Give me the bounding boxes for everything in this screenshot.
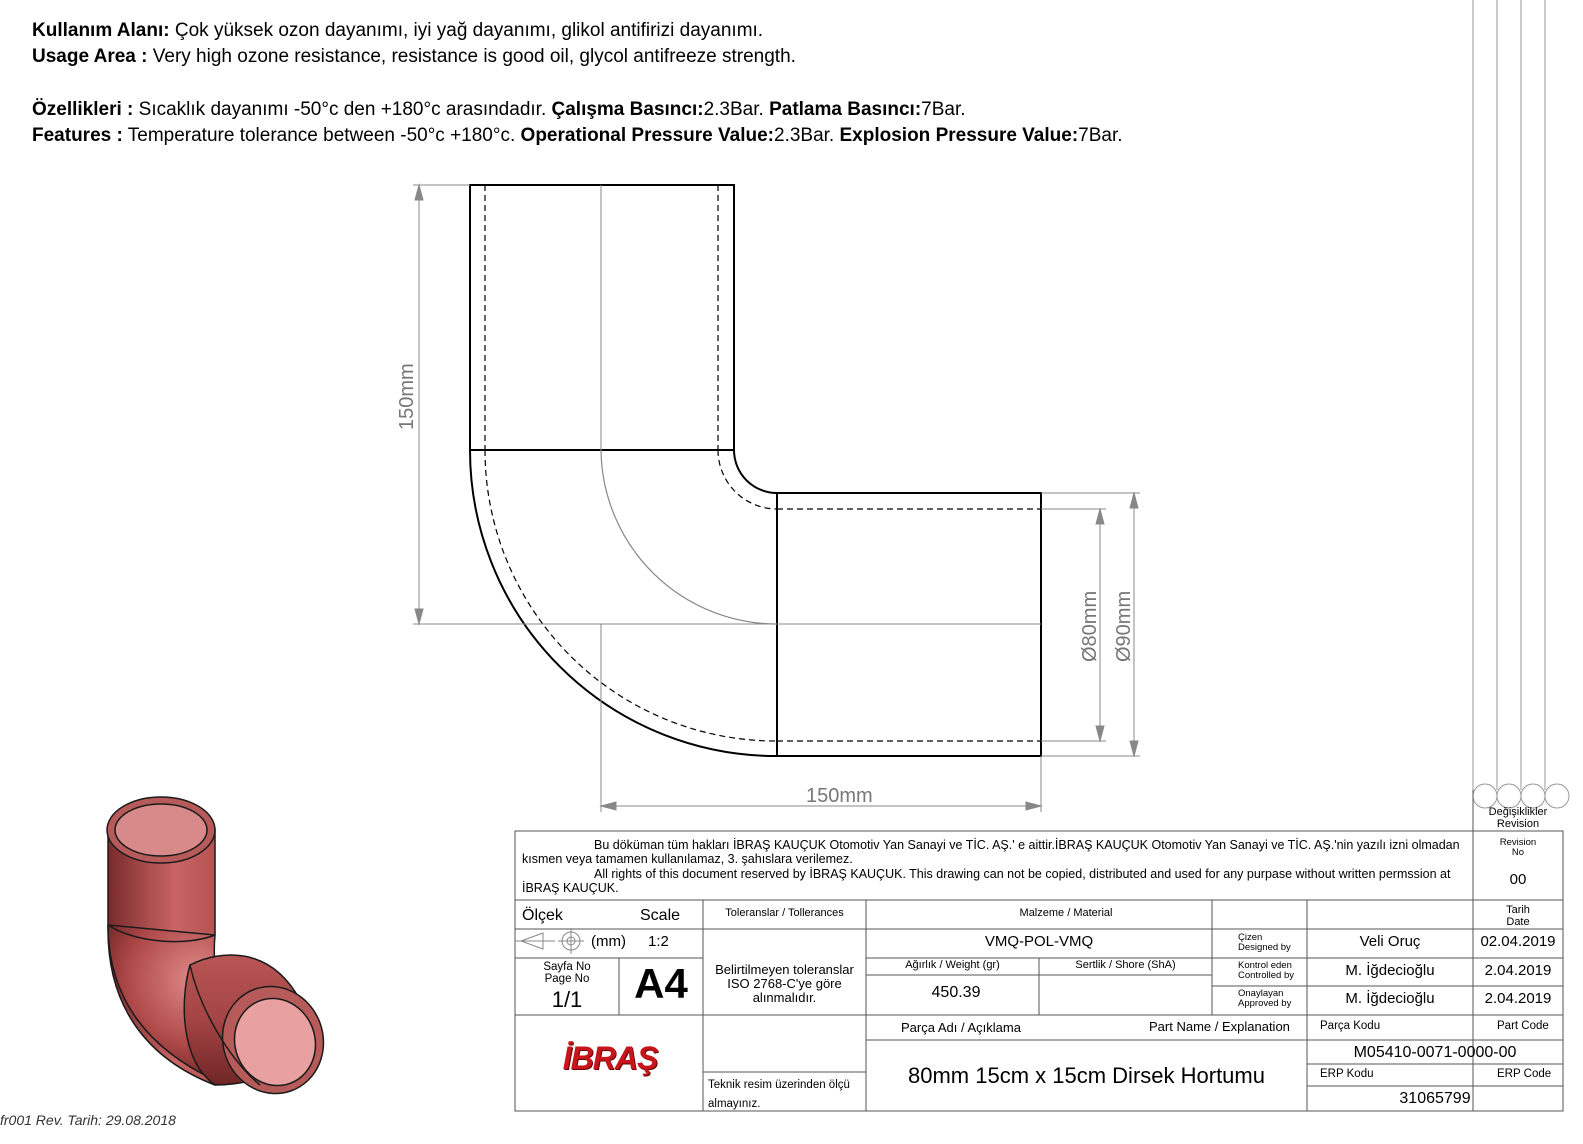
ibras-logo: İBRAŞ — [562, 1040, 658, 1076]
page-label: Sayfa No Page No — [543, 961, 591, 985]
revision-no-value: 00 — [1509, 871, 1527, 888]
usage-line-en: Usage Area : Very high ozone resistance, resistance is good oil, glycol antifreeze strength. — [32, 46, 796, 67]
paper-size: A4 — [634, 960, 688, 1007]
erp-label-tr: ERP Kodu — [1320, 1068, 1374, 1080]
scale-label-en: Scale — [640, 907, 681, 924]
part-code-value: M05410-0071-0000-00 — [1353, 1044, 1517, 1061]
part-code-label-tr: Parça Kodu — [1320, 1020, 1381, 1032]
dim-height-label: 150mm — [396, 363, 418, 430]
copyright-en: All rights of this document reserved by İBRAŞ KAUÇUK. This drawing can not be copied, distributed and used for any purpase without written permssion at İBRAŞ KAUÇUK. — [522, 867, 1451, 895]
erp-label-en: ERP Code — [1497, 1068, 1552, 1080]
elbow-drawing — [413, 185, 1041, 756]
features-line-tr: Özellikleri : Sıcaklık dayanımı -50°c den +180°c arasındadır. Çalışma Basıncı:2.3Bar. Patlama Basıncı:7Bar. — [32, 99, 966, 120]
designed-label: Çizen Designed by — [1238, 932, 1291, 953]
tolerances-label: Toleranslar / Tollerances — [725, 907, 844, 919]
usage-line-tr: Kullanım Alanı: Çok yüksek ozon dayanımı, iyi yağ dayanımı, glikol antifirizi dayanımı. — [32, 20, 764, 41]
form-revision: fr001 Rev. Tarih: 29.08.2018 — [0, 1112, 176, 1128]
material-value: VMQ-POL-VMQ — [984, 933, 1094, 950]
erp-value: 31065799 — [1399, 1090, 1471, 1107]
approved-name: M. İğdecioğlu — [1345, 990, 1435, 1007]
controlled-date: 2.04.2019 — [1484, 962, 1552, 979]
part-code-label-en: Part Code — [1497, 1020, 1549, 1032]
part-name-label-en: Part Name / Explanation — [1149, 1019, 1290, 1034]
projection-symbol-icon — [515, 928, 584, 954]
revision-header: Değişiklikler Revision — [1488, 806, 1548, 830]
features-line-en: Features : Temperature tolerance between -50°c +180°c. Operational Pressure Value:2.3Bar. Explosion Pressure Value:7Bar. — [32, 125, 1123, 146]
dim-inner-dia-label: Ø80mm — [1079, 590, 1101, 662]
controlled-label: Kontrol eden Controlled by — [1238, 960, 1294, 981]
elbow-3d-render — [107, 797, 338, 1108]
copyright-tr: Bu döküman tüm hakları İBRAŞ KAUÇUK Otomotiv Yan Sanayi ve TİC. AŞ.' e aittir.İBRAŞ KAUÇUK Otomotiv Yan Sanayi ve TİC. AŞ.'nin yazılı izni olmadan kısmen veya tamamen kullanılamaz, 3. şahıslara verilemez. — [522, 838, 1460, 866]
material-label: Malzeme / Material — [1019, 907, 1113, 919]
scale-label-tr: Ölçek — [522, 907, 563, 924]
designed-name: Veli Oruç — [1359, 933, 1421, 950]
part-name-value: 80mm 15cm x 15cm Dirsek Hortumu — [908, 1063, 1265, 1088]
part-name-label-tr: Parça Adı / Açıklama — [901, 1020, 1021, 1035]
controlled-name: M. İğdecioğlu — [1345, 962, 1435, 979]
unit-label: (mm) — [591, 933, 626, 950]
approved-label: Onaylayan Approved by — [1238, 988, 1292, 1009]
shore-label: Sertlik / Shore (ShA) — [1075, 959, 1176, 971]
scale-value: 1:2 — [648, 933, 669, 950]
weight-value: 450.39 — [931, 984, 981, 1001]
page-value: 1/1 — [551, 987, 583, 1012]
date-header: Tarih Date — [1506, 904, 1530, 928]
measure-note: Teknik resim üzerinden ölçü almayınız. — [708, 1079, 850, 1110]
designed-date: 02.04.2019 — [1480, 933, 1556, 950]
revision-no-header: Revision No — [1499, 837, 1537, 858]
dim-width-label: 150mm — [806, 785, 873, 807]
weight-label: Ağırlık / Weight (gr) — [905, 959, 1000, 971]
approved-date: 2.04.2019 — [1484, 990, 1552, 1007]
dim-outer-dia-label: Ø90mm — [1113, 590, 1135, 662]
tolerances-text: Belirtilmeyen toleranslar ISO 2768-C'ye göre alınmalıdır. — [715, 962, 854, 1005]
